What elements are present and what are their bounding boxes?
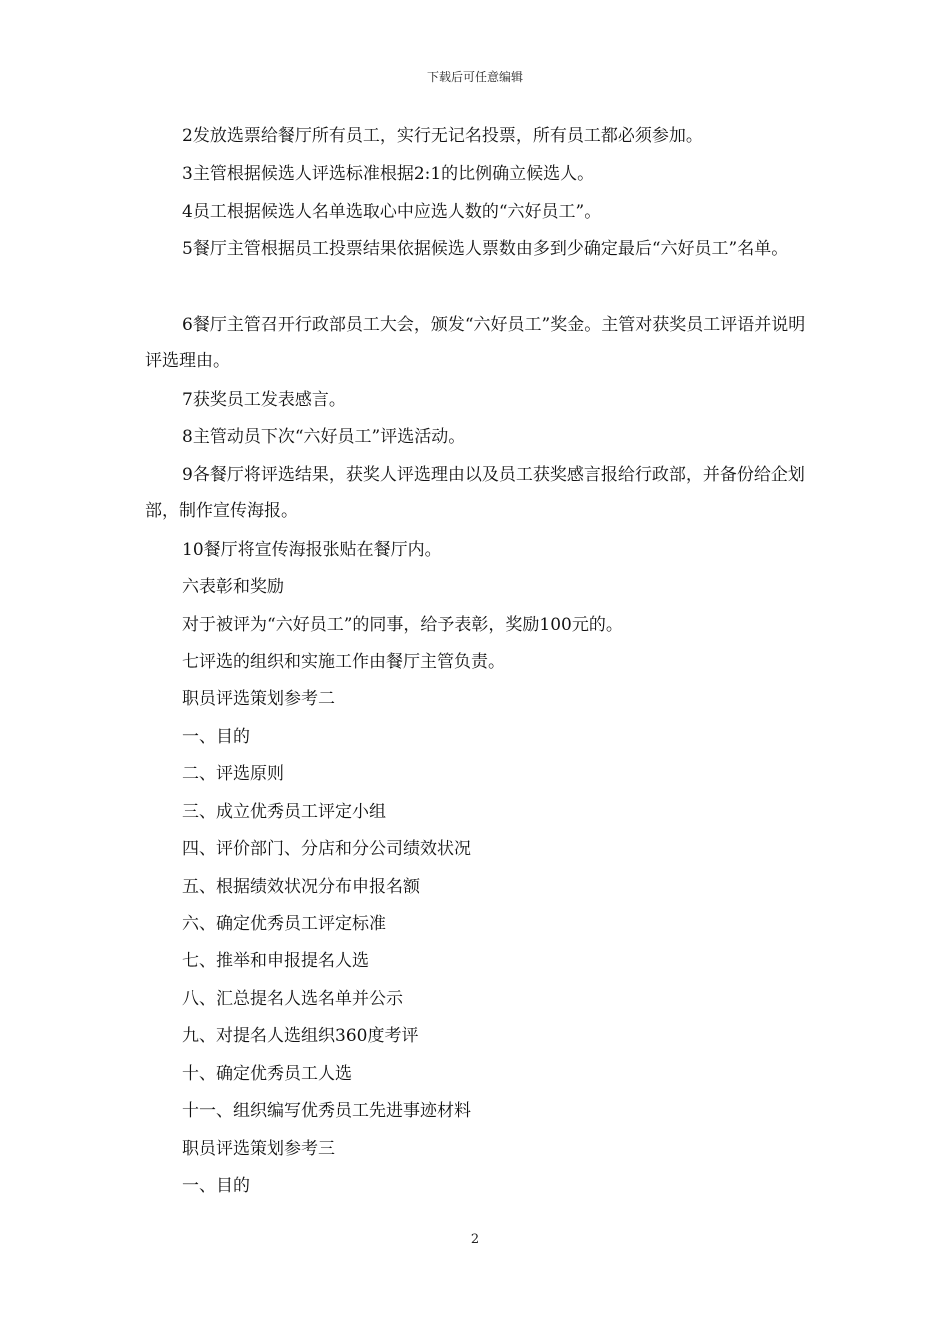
list-item: 六、确定优秀员工评定标准 [182,914,386,934]
page-header-note: 下载后可任意编辑 [426,70,523,84]
list-item: 七、推举和申报提名人选 [182,951,369,971]
paragraph: 7获奖员工发表感言。 [182,390,346,410]
paragraph: 2发放选票给餐厅所有员工，实行无记名投票，所有员工都必须参加。 [182,126,703,146]
paragraph: 9各餐厅将评选结果，获奖人评选理由以及员工获奖感言报给行政部，并备份给企划部，制作宣传海报。 [145,465,805,521]
list-item: 四、评价部门、分店和分公司绩效状况 [182,839,471,859]
paragraph: 对于被评为“六好员工”的同事，给予表彰，奖励100元的。 [182,615,623,635]
page-number: 2 [470,1232,480,1247]
list-item: 一、目的 [182,727,250,747]
paragraph: 六表彰和奖励 [182,577,284,597]
list-item: 三、成立优秀员工评定小组 [182,802,386,822]
paragraph: 6餐厅主管召开行政部员工大会，颁发“六好员工”奖金。主管对获奖员工评语并说明评选理由。 [145,315,806,371]
list-item: 九、对提名人选组织360度考评 [182,1026,419,1046]
paragraph: 七评选的组织和实施工作由餐厅主管负责。 [182,652,505,672]
section-heading: 职员评选策划参考二 [182,689,335,709]
paragraph: 10餐厅将宣传海报张贴在餐厅内。 [182,540,442,560]
list-item: 二、评选原则 [182,764,284,784]
paragraph: 5餐厅主管根据员工投票结果依据候选人票数由多到少确定最后“六好员工”名单。 [182,239,789,259]
paragraph: 4员工根据候选人名单选取心中应选人数的“六好员工”。 [182,202,602,222]
section-heading: 职员评选策划参考三 [182,1139,335,1159]
paragraph: 8主管动员下次“六好员工”评选活动。 [182,427,466,447]
list-item: 五、根据绩效状况分布申报名额 [182,877,420,897]
paragraph: 3主管根据候选人评选标准根据2:1的比例确立候选人。 [182,164,595,184]
list-item: 十一、组织编写优秀员工先进事迹材料 [182,1101,471,1121]
list-item: 八、汇总提名人选名单并公示 [182,989,403,1009]
list-item: 十、确定优秀员工人选 [182,1064,352,1084]
list-item: 一、目的 [182,1176,250,1196]
